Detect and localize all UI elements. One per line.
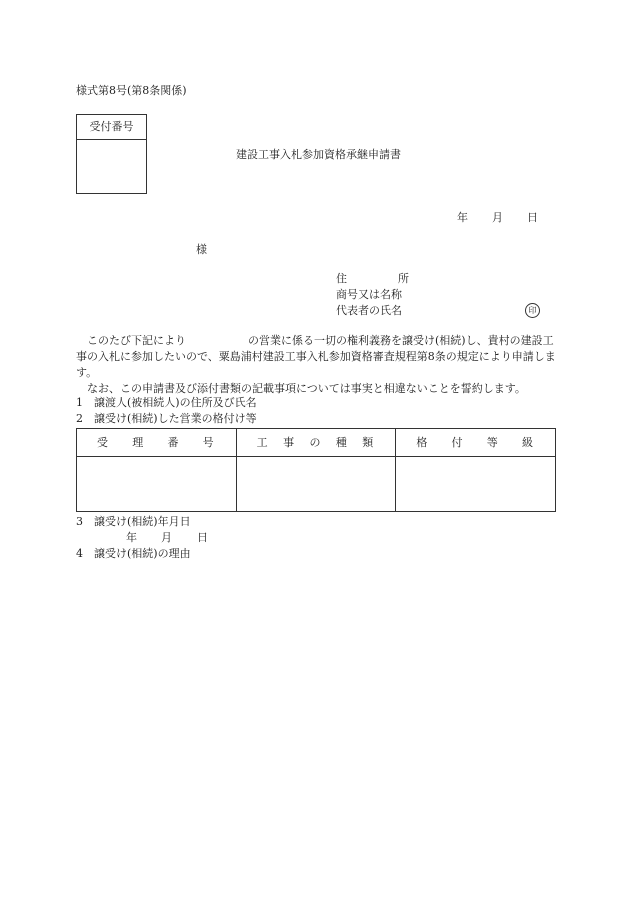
item-3-year: 年 <box>126 531 137 544</box>
item-4: 4 譲受け(相続)の理由 <box>76 547 191 560</box>
representative-name-label: 代表者の氏名 <box>336 304 402 317</box>
grade-table <box>76 428 556 512</box>
grade-table-header <box>77 429 556 457</box>
body-paragraph-2: なお、この申請書及び添付書類の記載事項については事実と相違ないことを誓約します。 <box>87 382 526 395</box>
paragraph-1-main: の営業に係る一切の権利義務を譲受け(相続)し、貴村の建設工事の入札に参加したいので、粟島浦村建設工事入札参加資格審査規程第8条の規定により申請します。 <box>76 334 556 379</box>
item-3-month: 月 <box>161 531 172 544</box>
company-name-label: 商号又は名称 <box>336 288 402 301</box>
grade-table-row <box>77 457 556 512</box>
cell-work-type[interactable] <box>236 457 396 512</box>
seal-mark: 印 <box>525 303 540 318</box>
form-title: 建設工事入札参加資格承継申請書 <box>236 148 401 161</box>
item-3-day: 日 <box>197 531 208 544</box>
header-work-type: 工 事 の 種 類 <box>236 429 396 457</box>
address-label-char1: 住 <box>336 272 347 285</box>
reception-number-label: 受付番号 <box>77 115 146 140</box>
date-day: 日 <box>527 211 538 224</box>
paragraph-1-intro: このたび下記により <box>87 334 186 347</box>
body-paragraph-1 <box>76 333 556 381</box>
date-month: 月 <box>492 211 503 224</box>
addressee-honorific: 様 <box>196 243 207 256</box>
cell-grade[interactable] <box>396 457 556 512</box>
header-reception-number: 受 理 番 号 <box>77 429 237 457</box>
date-year: 年 <box>457 211 468 224</box>
item-3: 3 譲受け(相続)年月日 <box>76 515 191 528</box>
form-number: 様式第8号(第8条関係) <box>76 84 187 97</box>
address-label-char2: 所 <box>398 272 409 285</box>
reception-number-box <box>76 114 147 194</box>
header-grade: 格 付 等 級 <box>396 429 556 457</box>
item-2: 2 譲受け(相続)した営業の格付け等 <box>76 412 257 425</box>
item-1: 1 譲渡人(被相続人)の住所及び氏名 <box>76 396 257 409</box>
cell-reception-number[interactable] <box>77 457 237 512</box>
